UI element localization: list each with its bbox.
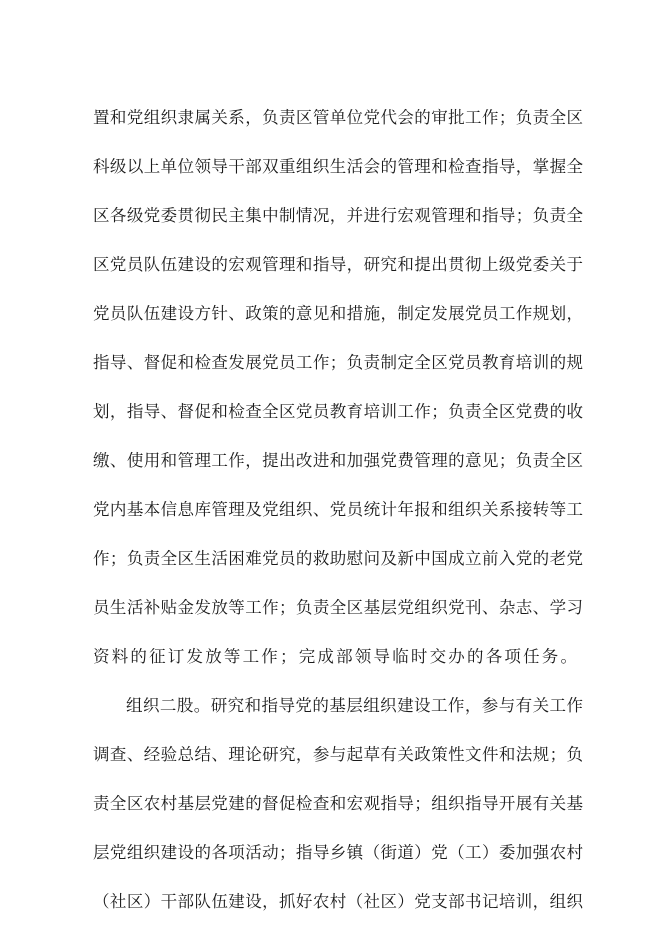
text-line: 划，指导、督促和检查全区党员教育培训工作；负责全区党费的收 [93,402,583,421]
text-line: 党内基本信息库管理及党组织、党员统计年报和组织关系接转等工 [93,500,583,519]
text-line: 科级以上单位领导干部双重组织生活会的管理和检查指导，掌握全 [93,157,583,176]
paragraph-first-line: 组织二股。研究和指导党的基层组织建设工作，参与有关工作 [126,696,583,715]
text-line: 区各级党委贯彻民主集中制情况，并进行宏观管理和指导；负责全 [93,206,583,225]
text-line: （社区）干部队伍建设，抓好农村（社区）党支部书记培训，组织 [93,892,583,911]
text-line: 置和党组织隶属关系，负责区管单位党代会的审批工作；负责全区 [93,108,583,127]
text-line: 资料的征订发放等工作；完成部领导临时交办的各项任务。 [93,647,580,666]
text-line: 区党员队伍建设的宏观管理和指导，研究和提出贯彻上级党委关于 [93,255,583,274]
text-line: 调查、经验总结、理论研究，参与起草有关政策性文件和法规；负 [93,745,583,764]
text-line: 层党组织建设的各项活动；指导乡镇（街道）党（工）委加强农村 [93,843,583,862]
text-line: 责全区农村基层党建的督促检查和宏观指导；组织指导开展有关基 [93,794,583,813]
text-line: 指导、督促和检查发展党员工作；负责制定全区党员教育培训的规 [93,353,583,372]
text-line: 党员队伍建设方针、政策的意见和措施，制定发展党员工作规划， [93,304,583,323]
text-line: 作；负责全区生活困难党员的救助慰问及新中国成立前入党的老党 [93,549,583,568]
text-line: 缴、使用和管理工作，提出改进和加强党费管理的意见；负责全区 [93,451,583,470]
text-line: 员生活补贴金发放等工作；负责全区基层党组织党刊、杂志、学习 [93,598,583,617]
